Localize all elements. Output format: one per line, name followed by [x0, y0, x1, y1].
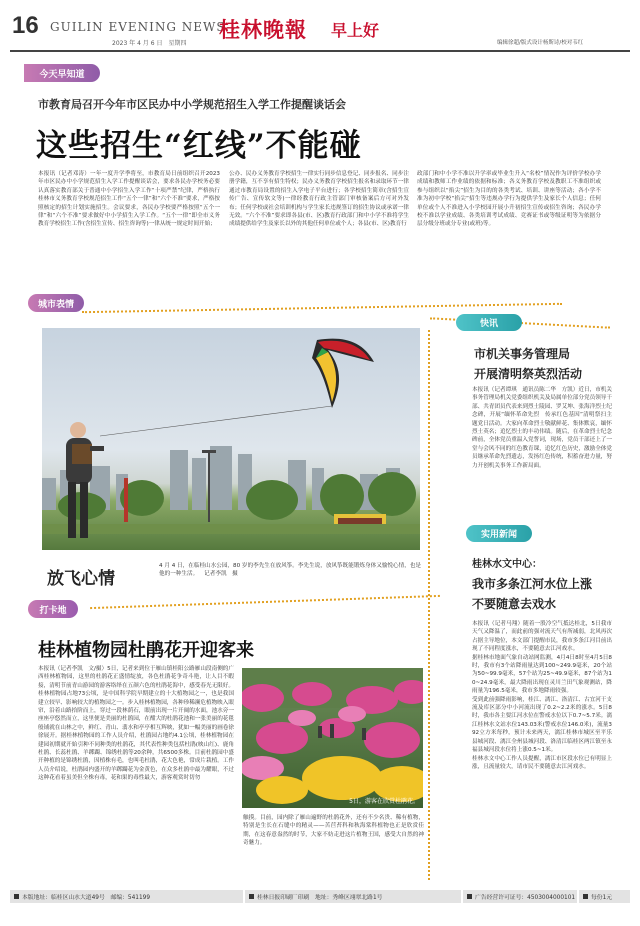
paragraph: 本报讯（记者马翔）随着一股冷空气抵达桂北，5日我市天气又降温了，而此前的强对流天气有所减弱，北风再次占据主导地位，本文部门提醒市民，我市多条江河目前出现了不同程度涨水，不要随意去江河戏水。 — [472, 621, 612, 653]
photo-credit: 记者李凯 摄 — [204, 571, 238, 578]
practical-news-title-1: 我市多条江河水位上涨 — [472, 577, 593, 591]
azalea-photo-illustration — [242, 668, 423, 808]
bullet-icon — [467, 894, 472, 899]
section-tag-label: 今天早知道 — [39, 69, 85, 80]
footer-text: 每份1元 — [591, 895, 613, 901]
botanical-col-1: 本报讯（记者李凯 文/摄）5日，记者来到位于雁山镇桂阳公路雁山段南侧的广西桂林植物园，这里的杜鹃花正盛情绽放，各色杜鹃花争奇斗艳，让人目不暇接，清明节前青山游园的游客络绎在五颜六色的杜鹃花海中，感受春光无限好。桂林植物园占地73公顷，是中国科学院早期建立的十大植物园之一，也是我国建立较早、影响较大的植物园之一。步入桂林植物园，各种珍稀濒危植物映入眼帘，沿着山路拾阶而上，穿过一段林荫石，眼前出现一片开阔的水面，池水旁一座座亭悠然而立，这里便是美丽的杜鹃园，在酣大的杜鹃花池和一张美丽的花毯般铺就在山林之中，鲜红、青山、翡水和亭亭相互辉映，犹如一幅美丽的画卷徐徐展开。据桂林植物园的工作人员介绍，杜鹃园占地约4.1公顷，桂林植物园在建园初期就开始引种不同种类的杜鹃花，其代表性种类包括杜鹃(映山红)、鹿角杜鹃、长蕊杜鹃、羊踯躅、锦绣杜鹃等20余种，共6500多株。目前杜鹃园中盛开种植的是锦绣杜鹃，因植株有毛，也叫毛杜鹃，花大色艳，常成片栽植。工作人员介绍说，杜鹃园内盛开的羊踯躅花为金黄色，在众多杜鹃中最为耀眼，不过这种花看着虽美但全株有毒，花和果的毒性最大，游客观赏时切勿 — [38, 666, 234, 782]
paragraph: 据桂林市地面气象自动站网监测，4月4日8时至4月5日8时，我市有3个站降雨量达到100~249.9毫米，20个站为50~99.9毫米，57个站为25~49.9毫米，87个站为10~24.9毫米，最大降雨出现在灵川兰田气象观测站，降雨量为196.5毫米，我市多地降雨较强。 — [472, 654, 612, 695]
section-tag-label: 城市表情 — [37, 299, 74, 310]
quick-news-body: 本报讯（记者谭琪 通讯员陈二华 方凯）近日，市机关事务管理局机关党委组织机关及局属单位部分党员领导干部、共青团员代表来到烈士陵园、罗艾坤、张海洋烈士纪念碑，开展“缅怀革命先烈 传承红色基因”清明祭扫主题党日活动。大家向革命烈士敬献鲜花、集体默哀，缅怀烈士英名；追忆烈士的丰功伟绩。随后，在革命烈士纪念碑前，全体党员重温入党誓词，现场，党员干部还上了一堂与会风不同的红色教育课，追忆红色历史，激励全体党员继承革命先烈遗志，发扬红色传统，积蓄奋进力量，努力开创机关事务工作新局面。 — [472, 387, 612, 469]
bullet-icon — [583, 894, 588, 899]
azalea-photo — [242, 668, 423, 808]
quick-news-title-1: 市机关事务管理局 — [474, 347, 571, 361]
section-tag-label: 打卡地 — [39, 605, 67, 616]
article-col-2: 公办、民办义务教育学校招生一律实行同步信息登记、同步报名、同步注册学籍，互不享有招生特权；民办义务教育学校招生报名和录取环节一律通过市教育局设置的招生入学电子平台进行；各学校招生简章(含招生宣传广告、宣传软文等)一律经教育行政主管部门审核备案后方可对外发布；任何学校或社会培训机构与学生家长违规签订的招生协议或承诺一律无效。“六个不准”要求即各县(市、区)教育行政部门和中小学不准将学生成绩提供给学生及家长以外的其他任何单位或个人；各县(市、区)教育行 — [229, 171, 409, 228]
paper-name-en: GUILIN EVENING NEWS — [50, 20, 226, 34]
footer-price — [579, 890, 630, 903]
bullet-icon — [249, 894, 254, 899]
practical-news-kicker: 桂林水文中心： — [472, 559, 542, 570]
practical-news-body — [472, 620, 612, 771]
photo-caption-text: 4 月 4 日，在临桂山水公园，80 岁的李先生在放风筝。李先生说，放风筝既能锻炼身体又愉悦心情，也是他的一种生活。 — [159, 563, 421, 578]
paper-logo: 桂林晚報 — [219, 17, 307, 42]
quick-news-title-2: 开展清明祭英烈活动 — [474, 367, 583, 381]
footer-printer — [245, 890, 461, 903]
botanical-col-2: 触摸。目前，园内除了雁山遍野的杜鹃花外，还有不少名贵、稀有植物，特别是生长在石缝中的精灵——苦苣苔科和秋海棠科植物也正是欣赏佳期，在这春意盎然的时节，大家不妨走进这片植物王国，感受大自然的神奇魅力。 — [243, 815, 424, 847]
section-tag — [28, 600, 78, 618]
practical-news-title-2: 不要随意去戏水 — [472, 597, 557, 611]
footer-address — [10, 890, 243, 903]
footer-text: 本版地址：临桂区山水大道49号 邮编：541199 — [22, 895, 151, 901]
divider — [428, 330, 430, 880]
section-tag — [456, 314, 522, 331]
section-tag-label: 快讯 — [479, 319, 498, 329]
footer-text: 桂林日报印刷厂印刷 地址：秀峰区翊翠北路1号 — [257, 895, 383, 901]
section-name: 早上好 — [331, 21, 380, 40]
paragraph: 受到此前强降雨影响，桂江、漓江、洛清江、古宜河干支流及库区部分中小河流出现了0.2~2.2米的涨水。5日8时，我市各主要江河水位在警戒水位以下0.7~5.7米。漓江桂林水文站水位143.03米(警戒水位146.0米)，流量392立方米每秒，预计未来两天，漓江桂林市城区至平乐县城河段、漓江全州县城河段、洛清江临桂区两江镇至永福县城河段水位将上涨0.5~1米。 — [472, 696, 612, 754]
article-headline: 这些招生“红线”不能碰 — [36, 128, 362, 164]
divider — [90, 595, 440, 609]
section-tag — [28, 294, 84, 312]
footer-text: 广告经营许可证号：4503004000101 — [475, 895, 576, 901]
section-tag-label: 实用新闻 — [480, 530, 517, 540]
kite-photo — [42, 328, 420, 550]
botanical-headline: 桂林植物园杜鹃花开迎客来 — [38, 640, 254, 661]
kite-photo-illustration — [42, 328, 420, 550]
article-subtitle: 市教育局召开今年市区民办中小学规范招生入学工作提醒谈话会 — [38, 98, 346, 111]
section-tag — [466, 525, 532, 542]
issue-date: 2023 年 4 月 6 日 星期四 — [112, 40, 187, 47]
footer-license — [463, 890, 577, 903]
page-number: 16 — [12, 12, 39, 39]
azalea-photo-caption: 5日，游客在欣赏杜鹃花。 — [349, 798, 419, 805]
photo-caption — [159, 562, 421, 579]
header-rule — [10, 50, 630, 52]
article-col-1: 本报讯（记者邓涛）一年一度升学季将至，市教育局日前组织召开2023年市区民办中小学规范招生入学工作提醒谈话会，要求各民办学校务必要认真落实教育部关于普通中小学招生入学工作“十项严禁”纪律，严格执行桂林市义务教育学校规范招生工作“五个一律”和“六个不准”要求，严格按照核定的招生计划实施招生。会议要求，各民办学校要严格按照“五个一律”和“六个不准”要求做好中小学招生入学工作。“五个一律”即全市义务教育学校招生工作(含招生宣传、招生咨询等)一律从统一规定时间开始； — [38, 171, 220, 228]
article-col-3: 政部门和中小学不准以升学率或毕业生升入“名校”情况作为评价学校办学成绩和教师工作业绩的依据和标准；各义务教育学校及教职工不准组织或参与组织以“掐尖”招生为目的的各类考试、培训、讲座等活动；各小学不准为初中学校“掐尖”招生等违规办学行为提供学生及家长个人信息；任何单位或个人不准进入小学校园开展小升初招生宣传或招生咨询；各民办学校不准以学业成绩、各类培训考试成绩、竞赛证书或等级证明等为依据分层分级分班或分专业(或班)等。 — [417, 171, 601, 228]
lead-story — [0, 58, 640, 273]
bullet-icon — [14, 894, 19, 899]
divider — [82, 303, 562, 313]
editors-credit: 编辑徐超/版式设计杨斯诗/校对韦红 — [497, 40, 584, 46]
paragraph: 桂林水文中心工作人员提醒，漓江市区段水位已有明显上涨，且流量较大，请市民不要随意去江河戏水。 — [472, 755, 612, 770]
photo-title: 放飞心情 — [47, 569, 115, 589]
section-tag — [24, 64, 100, 82]
